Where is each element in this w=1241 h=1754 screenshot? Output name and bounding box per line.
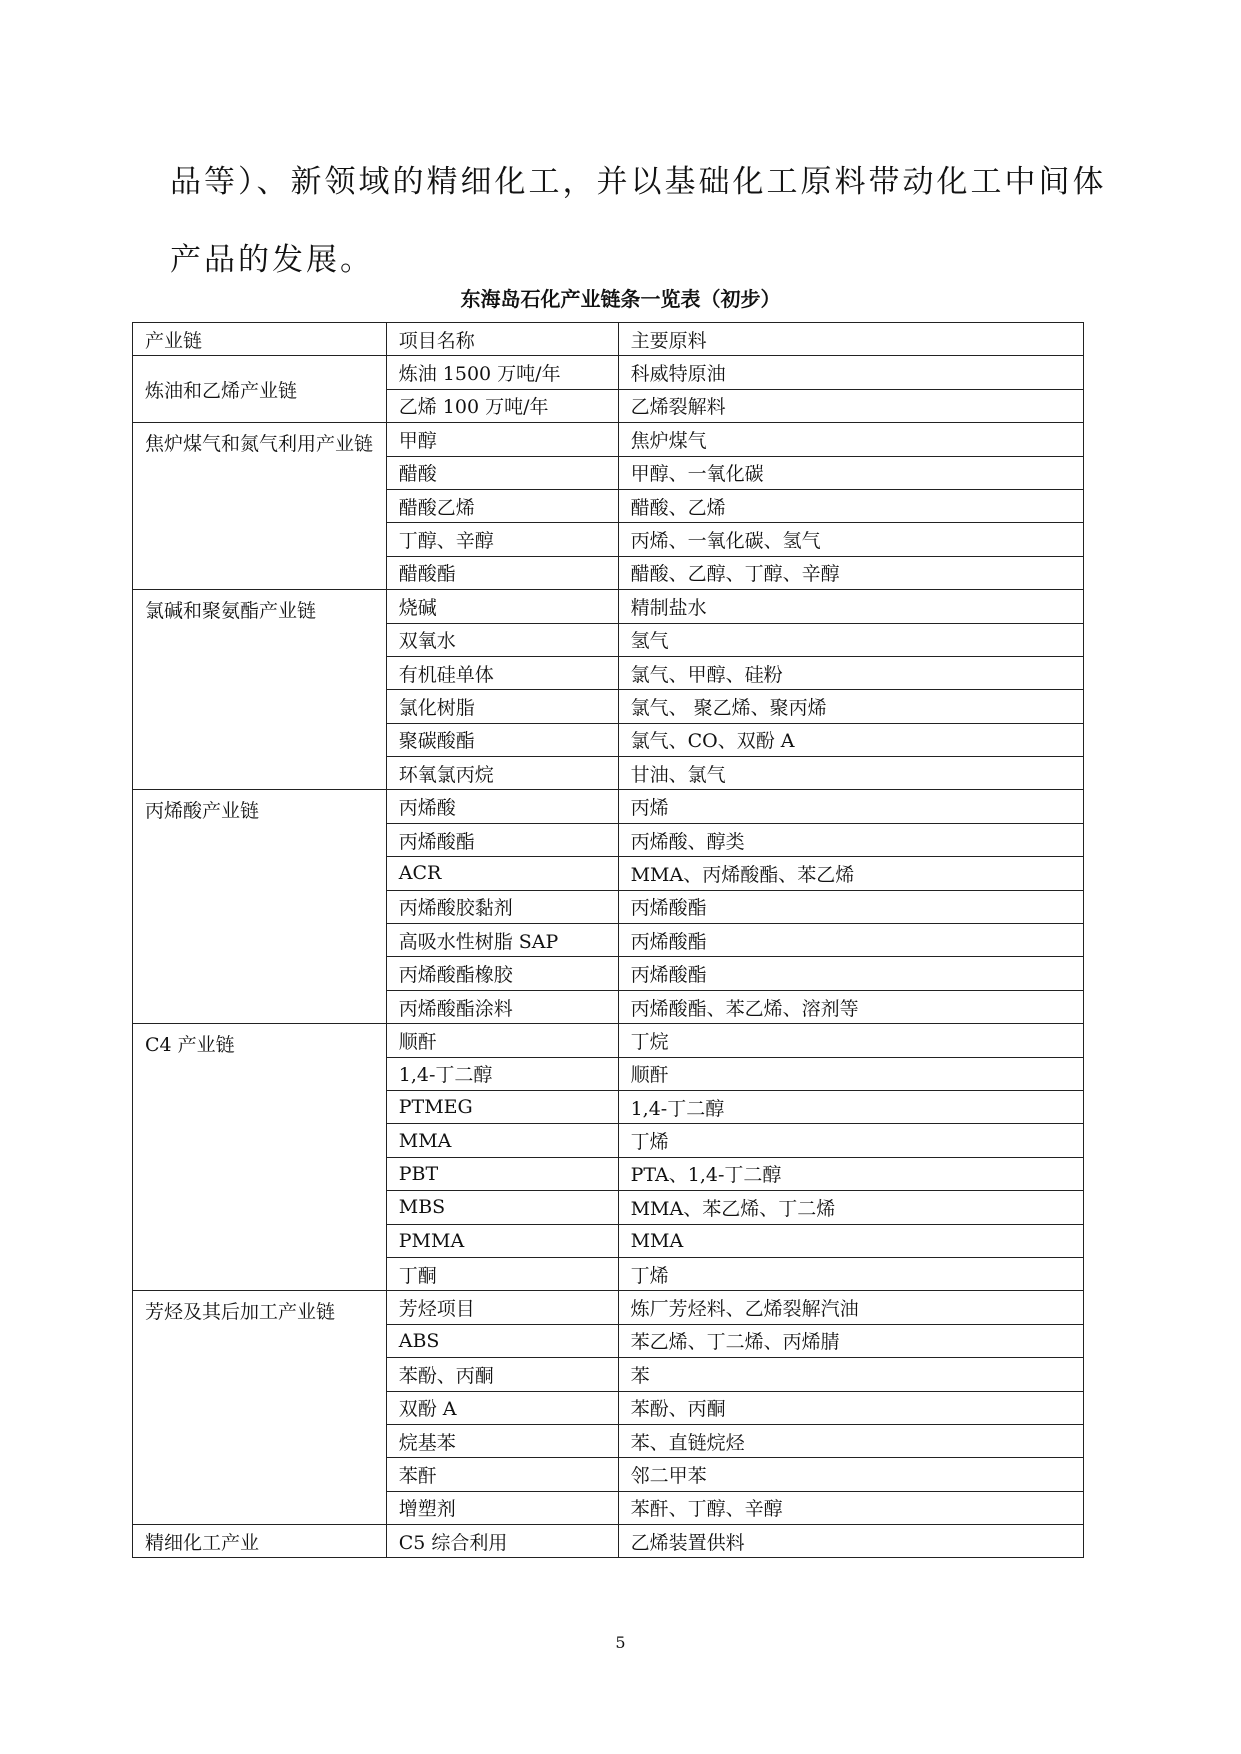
raw-material-cell: 炼厂芳烃料、乙烯裂解汽油 [618, 1291, 1083, 1324]
paragraph-line: 产品的发展。 [170, 242, 374, 278]
project-name-cell: 丙烯酸酯橡胶 [386, 957, 618, 990]
raw-material-cell: 焦炉煤气 [618, 423, 1083, 456]
project-name-cell: MMA [386, 1124, 618, 1157]
table-row [133, 1024, 1084, 1057]
paragraph-line: 品等）、新领域的精细化工，并以基础化工原料带动化工中间体 [170, 164, 1107, 200]
project-name-cell: MBS [386, 1191, 618, 1224]
raw-material-cell: 甲醇、一氧化碳 [618, 456, 1083, 489]
raw-material-cell: 乙烯裂解料 [618, 389, 1083, 422]
chain-name-cell: 氯碱和聚氨酯产业链 [133, 590, 387, 790]
project-name-cell: 丙烯酸胶黏剂 [386, 890, 618, 923]
chain-name-cell: 焦炉煤气和氮气利用产业链 [133, 423, 387, 590]
raw-material-cell: 丙烯酸酯 [618, 957, 1083, 990]
raw-material-cell: 丙烯酸酯、苯乙烯、溶剂等 [618, 990, 1083, 1023]
raw-material-cell: 丁烷 [618, 1024, 1083, 1057]
raw-material-cell: 苯酚、丙酮 [618, 1391, 1083, 1424]
raw-material-cell: 顺酐 [618, 1057, 1083, 1090]
raw-material-cell: 甘油、氯气 [618, 757, 1083, 790]
project-name-cell: 聚碳酸酯 [386, 723, 618, 756]
raw-material-cell: 科威特原油 [618, 356, 1083, 389]
project-name-cell: 丙烯酸酯涂料 [386, 990, 618, 1023]
project-name-cell: 乙烯 100 万吨/年 [386, 389, 618, 422]
table-row [133, 1291, 1084, 1324]
project-name-cell: 醋酸酯 [386, 556, 618, 589]
project-name-cell: 甲醇 [386, 423, 618, 456]
body-paragraph [170, 143, 1107, 299]
project-name-cell: PBT [386, 1157, 618, 1190]
project-name-cell: 高吸水性树脂 SAP [386, 924, 618, 957]
raw-material-cell: 丙烯 [618, 790, 1083, 823]
raw-material-cell: MMA、苯乙烯、丁二烯 [618, 1191, 1083, 1224]
raw-material-cell: 苯 [618, 1358, 1083, 1391]
project-name-cell: 增塑剂 [386, 1491, 618, 1524]
project-name-cell: 芳烃项目 [386, 1291, 618, 1324]
project-name-cell: 双酚 A [386, 1391, 618, 1424]
raw-material-cell: 丙烯酸、醇类 [618, 823, 1083, 856]
project-name-cell: 醋酸 [386, 456, 618, 489]
table-row [133, 590, 1084, 623]
raw-material-cell: 1,4-丁二醇 [618, 1090, 1083, 1123]
project-name-cell: 1,4-丁二醇 [386, 1057, 618, 1090]
raw-material-cell: MMA [618, 1224, 1083, 1257]
raw-material-cell: 精制盐水 [618, 590, 1083, 623]
raw-material-cell: PTA、1,4-丁二醇 [618, 1157, 1083, 1190]
project-name-cell: 丁醇、辛醇 [386, 523, 618, 556]
project-name-cell: 丙烯酸 [386, 790, 618, 823]
project-name-cell: 炼油 1500 万吨/年 [386, 356, 618, 389]
project-name-cell: 丙烯酸酯 [386, 823, 618, 856]
project-name-cell: 烧碱 [386, 590, 618, 623]
project-name-cell: 苯酐 [386, 1458, 618, 1491]
project-name-cell: 丁酮 [386, 1257, 618, 1290]
project-name-cell: 醋酸乙烯 [386, 489, 618, 522]
raw-material-cell: 氯气、 聚乙烯、聚丙烯 [618, 690, 1083, 723]
project-name-cell: 双氧水 [386, 623, 618, 656]
project-name-cell: 烷基苯 [386, 1424, 618, 1457]
project-name-cell: 有机硅单体 [386, 656, 618, 689]
raw-material-cell: 丙烯酸酯 [618, 924, 1083, 957]
raw-material-cell: 醋酸、乙烯 [618, 489, 1083, 522]
raw-material-cell: 氯气、CO、双酚 A [618, 723, 1083, 756]
raw-material-cell: 丙烯酸酯 [618, 890, 1083, 923]
raw-material-cell: 苯乙烯、丁二烯、丙烯腈 [618, 1324, 1083, 1357]
raw-material-cell: 醋酸、乙醇、丁醇、辛醇 [618, 556, 1083, 589]
project-name-cell: 顺酐 [386, 1024, 618, 1057]
header-cell: 主要原料 [618, 323, 1083, 356]
raw-material-cell: 乙烯装置供料 [618, 1525, 1083, 1558]
project-name-cell: PMMA [386, 1224, 618, 1257]
table-row [133, 423, 1084, 456]
raw-material-cell: 氯气、甲醇、硅粉 [618, 656, 1083, 689]
table-row [133, 790, 1084, 823]
project-name-cell: 苯酚、丙酮 [386, 1358, 618, 1391]
raw-material-cell: 苯、直链烷烃 [618, 1424, 1083, 1457]
raw-material-cell: 丙烯、一氧化碳、氢气 [618, 523, 1083, 556]
raw-material-cell: 邻二甲苯 [618, 1458, 1083, 1491]
raw-material-cell: MMA、丙烯酸酯、苯乙烯 [618, 857, 1083, 890]
industry-chain-table [132, 322, 1084, 1558]
project-name-cell: ACR [386, 857, 618, 890]
project-name-cell: PTMEG [386, 1090, 618, 1123]
project-name-cell: C5 综合利用 [386, 1525, 618, 1558]
chain-name-cell: 丙烯酸产业链 [133, 790, 387, 1024]
raw-material-cell: 苯酐、丁醇、辛醇 [618, 1491, 1083, 1524]
header-cell: 项目名称 [386, 323, 618, 356]
page-number: 5 [615, 1633, 626, 1652]
table-title: 东海岛石化产业链条一览表（初步） [460, 287, 781, 311]
project-name-cell: 环氧氯丙烷 [386, 757, 618, 790]
table-row [133, 356, 1084, 389]
project-name-cell: 氯化树脂 [386, 690, 618, 723]
chain-name-cell: 精细化工产业 [133, 1525, 387, 1558]
raw-material-cell: 丁烯 [618, 1124, 1083, 1157]
table-row [133, 1525, 1084, 1558]
project-name-cell: ABS [386, 1324, 618, 1357]
raw-material-cell: 丁烯 [618, 1257, 1083, 1290]
chain-name-cell: 炼油和乙烯产业链 [133, 356, 387, 423]
raw-material-cell: 氢气 [618, 623, 1083, 656]
chain-name-cell: 芳烃及其后加工产业链 [133, 1291, 387, 1525]
table-header-row [133, 323, 1084, 356]
header-cell: 产业链 [133, 323, 387, 356]
chain-name-cell: C4 产业链 [133, 1024, 387, 1291]
